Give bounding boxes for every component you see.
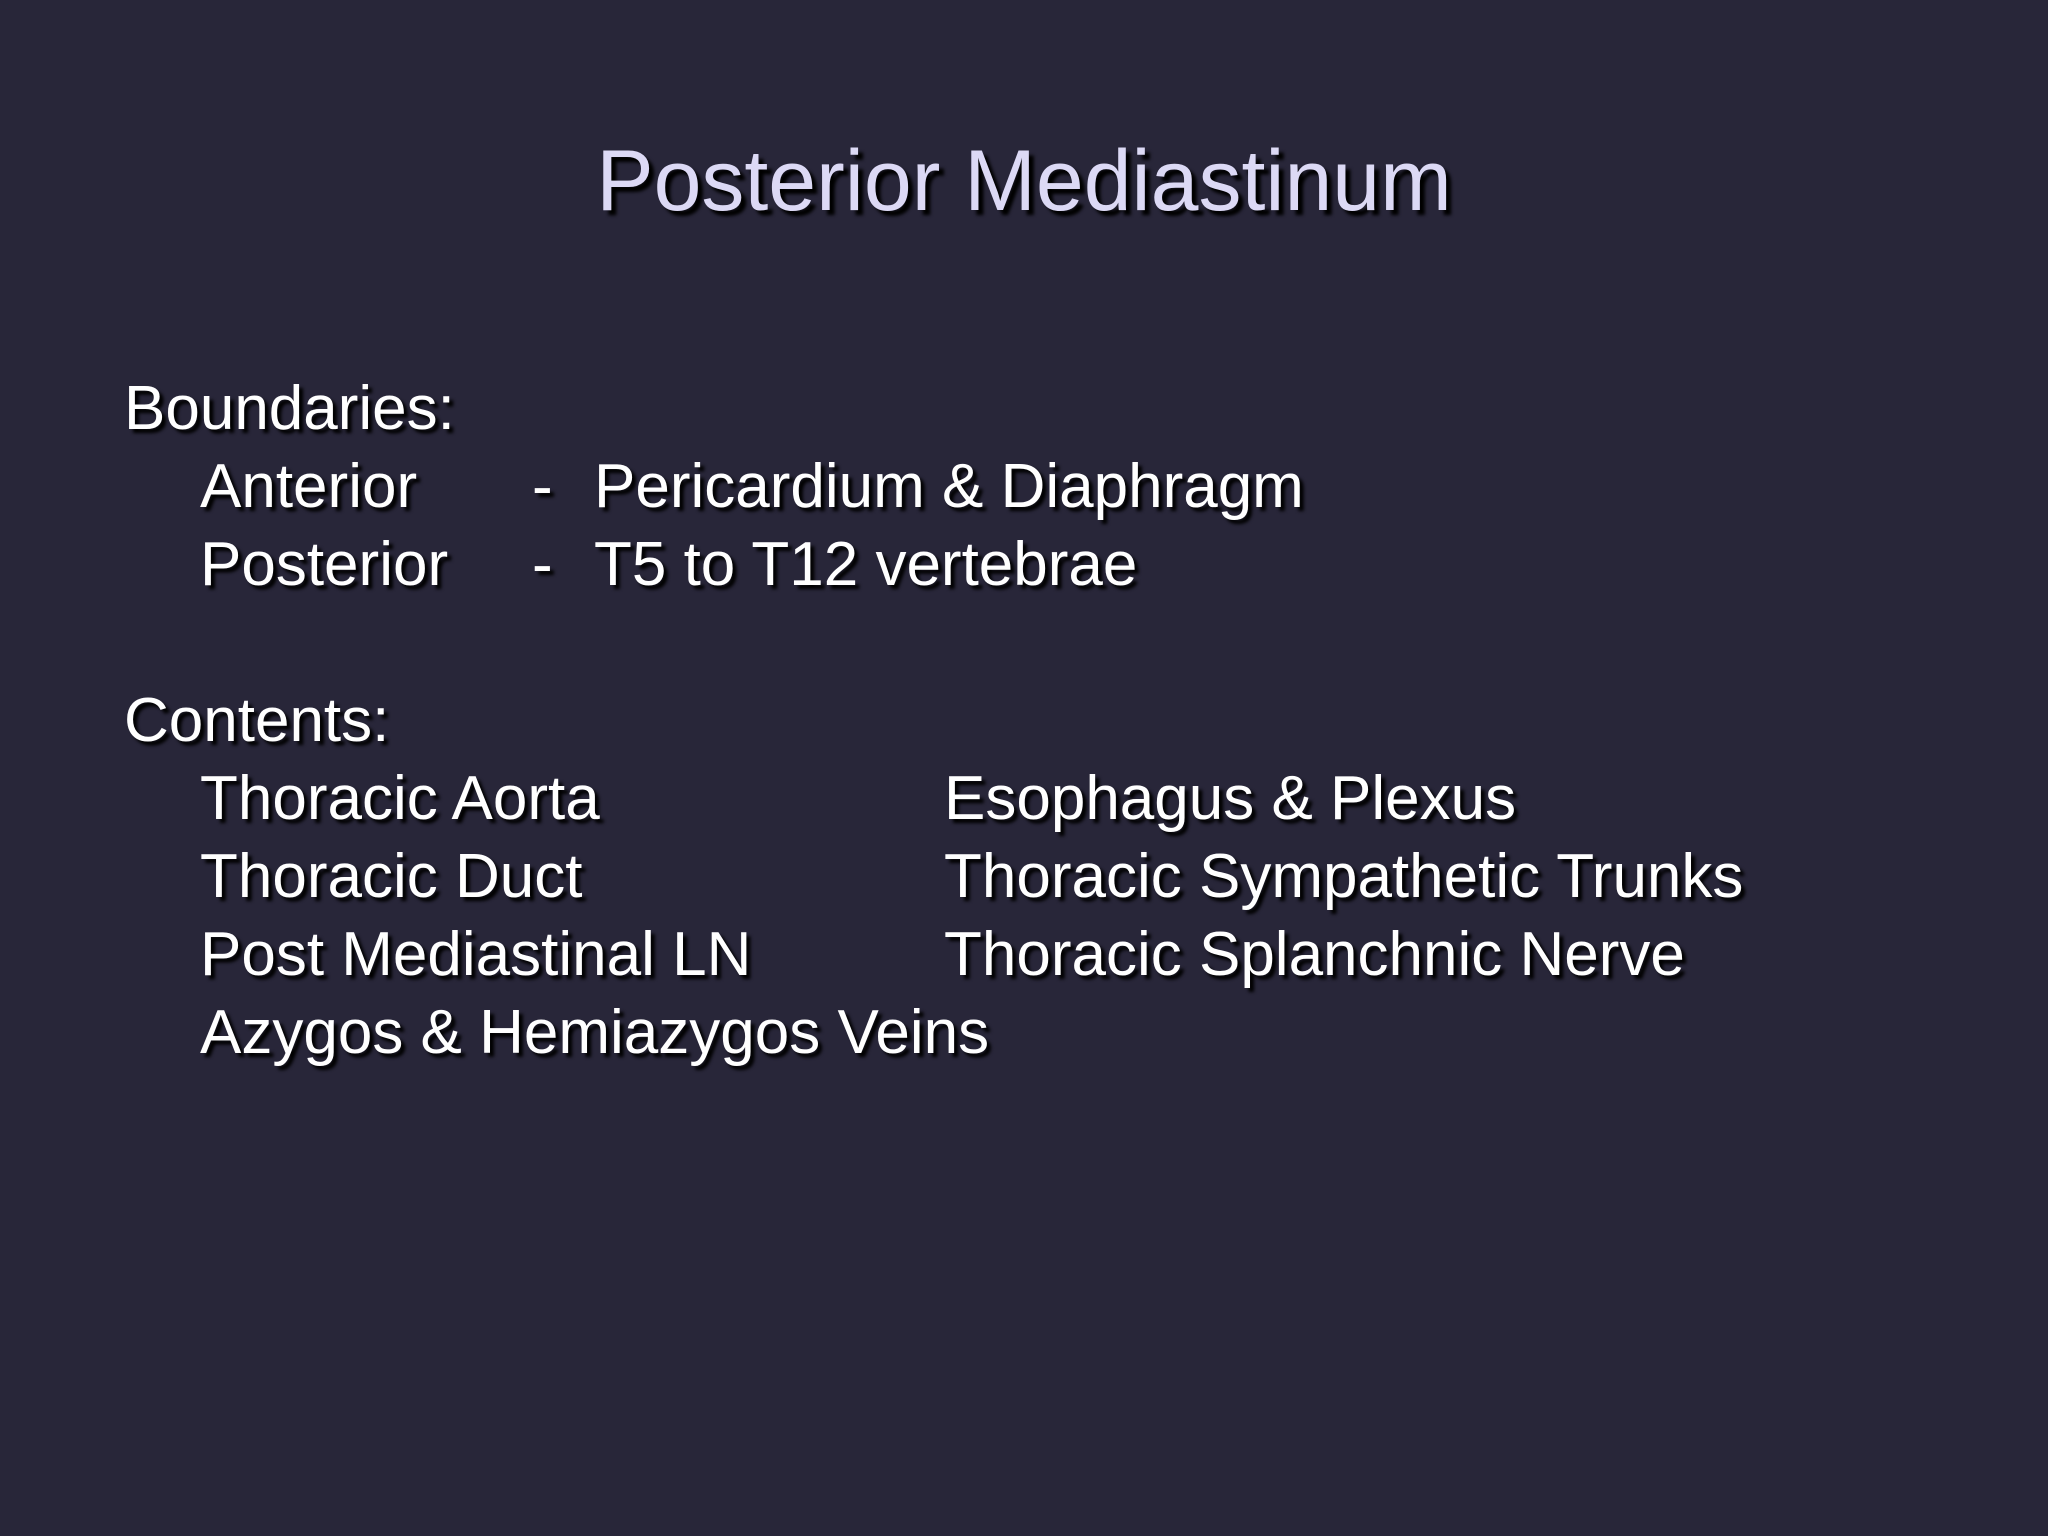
contents-row bbox=[200, 920, 1900, 989]
boundaries-heading: Boundaries: bbox=[124, 374, 455, 443]
contents-item-left: Thoracic Duct bbox=[200, 842, 583, 911]
contents-row bbox=[200, 764, 1900, 833]
boundary-dash: - bbox=[532, 452, 553, 521]
boundary-value: Pericardium & Diaphragm bbox=[594, 452, 1304, 521]
contents-item-right: Esophagus & Plexus bbox=[944, 764, 1517, 833]
boundary-label: Anterior bbox=[200, 452, 418, 521]
contents-row bbox=[200, 842, 1900, 911]
contents-row bbox=[200, 998, 1900, 1067]
boundary-label: Posterior bbox=[200, 530, 449, 599]
boundary-value: T5 to T12 vertebrae bbox=[594, 530, 1138, 599]
boundary-dash: - bbox=[532, 530, 553, 599]
contents-item-left: Thoracic Aorta bbox=[200, 764, 600, 833]
contents-item-right: Thoracic Splanchnic Nerve bbox=[944, 920, 1685, 989]
contents-item-right: Thoracic Sympathetic Trunks bbox=[944, 842, 1744, 911]
boundary-row-anterior bbox=[200, 452, 1600, 521]
slide-title: Posterior Mediastinum bbox=[596, 133, 1452, 229]
contents-item-left: Azygos & Hemiazygos Veins bbox=[200, 998, 990, 1067]
contents-heading: Contents: bbox=[124, 686, 390, 755]
contents-item-left: Post Mediastinal LN bbox=[200, 920, 752, 989]
boundary-row-posterior bbox=[200, 530, 1600, 599]
